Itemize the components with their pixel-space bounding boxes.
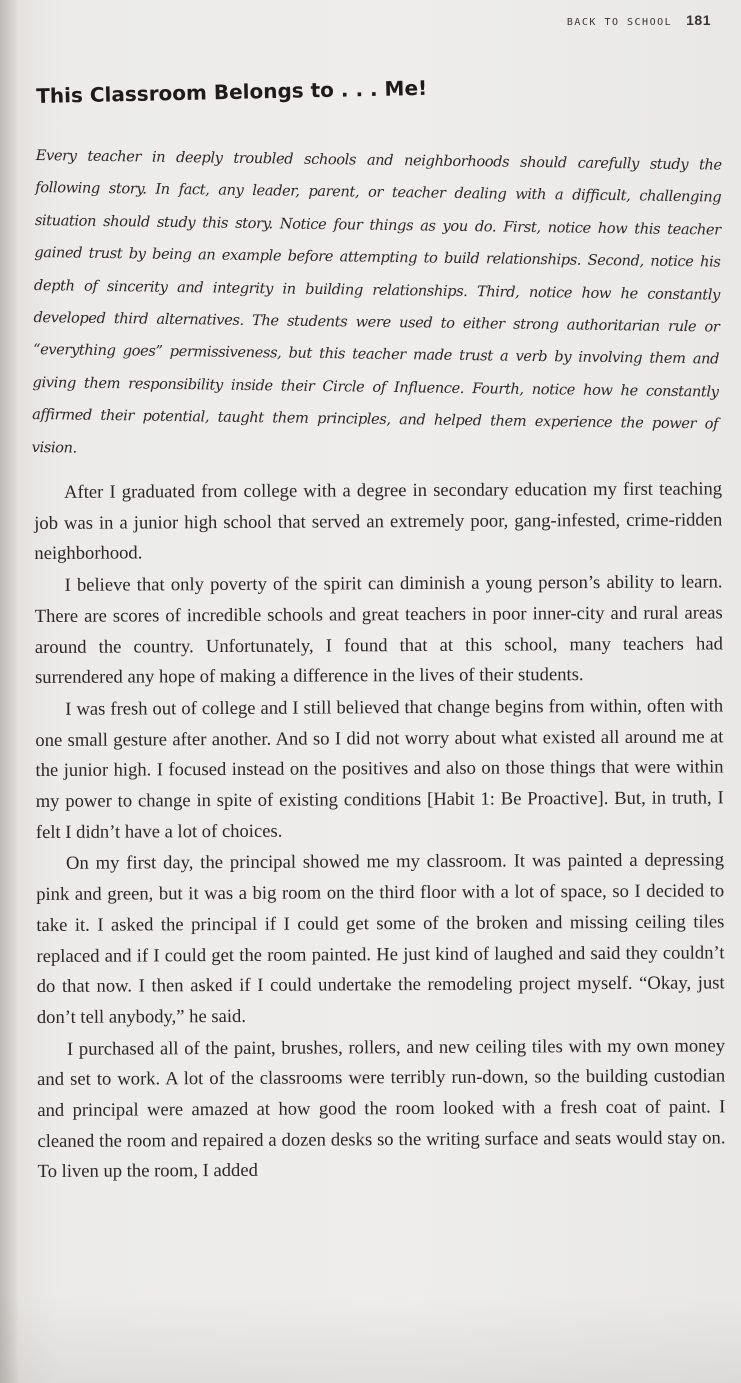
body-text [34, 474, 726, 1189]
body-paragraph-4: On my first day, the principal showed me my classroom. It was painted a depressing pink and green, but it was a big room on the third floor with a lot of space, so I decided to take it. I asked the principal if I could get some of the broken and missing ceiling tiles replaced and if I could get the room painted. He just kind of laughed and said they couldn’t do that now. I then asked if I could undertake the remodeling project myself. “Okay, just don’t tell anybody,” he said. [36, 849, 725, 1028]
running-head [567, 12, 711, 28]
page-number: 181 [686, 12, 711, 28]
body-paragraph-2: I believe that only poverty of the spirit can diminish a young person’s ability to learn. There are scores of incredible schools and great teachers in poor inner-city and rural areas around the country. Unfortunately, I found that at this school, many teachers had surrendered any hope of making a difference in the lives of their students. [34, 571, 723, 689]
intro-paragraph: Every teacher in deeply troubled schools and neighborhoods should carefully study the following story. In fact, any leader, parent, or teacher dealing with a difficult, challenging situation should study this story. Notice four things as you do. First, notice how this teacher gained trust by being an example before attempting to build relationships. Second, notice his depth of sincerity and integrity in building relationships. Third, notice how he constantly developed third alternatives. The students were used to either strong authoritarian rule or “everything goes” permissiveness, but this teacher made trust a verb by involving them and giving them responsibility inside their Circle of Influence. Fourth, notice how he constantly affirmed their potential, taught them principles, and helped them experience the power of vision. [31, 146, 722, 457]
running-head-label: BACK TO SCHOOL [566, 17, 673, 28]
page-gutter [0, 0, 18, 1383]
section-title: This Classroom Belongs to . . . Me! [36, 75, 428, 108]
body-paragraph-5: I purchased all of the paint, brushes, rollers, and new ceiling tiles with my own money and set to work. A lot of the classrooms were terribly run-down, so the building custodian and principal were amazed at how good the room looked with a fresh coat of paint. I cleaned the room and repaired a dozen desks so the writing surface and seats would stay on. To liven up the room, I added [37, 1035, 726, 1183]
body-paragraph-3: I was fresh out of college and I still believed that change begins from within, often with one small gesture after another. And so I did not worry about what existed all around me at the junior high. I focused instead on the positives and also on those things that were within my power to change in spite of existing conditions [Habit 1: Be Proactive]. But, in truth, I felt I didn’t have a lot of choices. [35, 695, 724, 843]
body-paragraph-1: After I graduated from college with a degree in secondary education my first teaching job was in a junior high school that served an extremely poor, gang-infested, crime-ridden neighborhood. [34, 478, 723, 565]
page-shadow [0, 1293, 741, 1383]
